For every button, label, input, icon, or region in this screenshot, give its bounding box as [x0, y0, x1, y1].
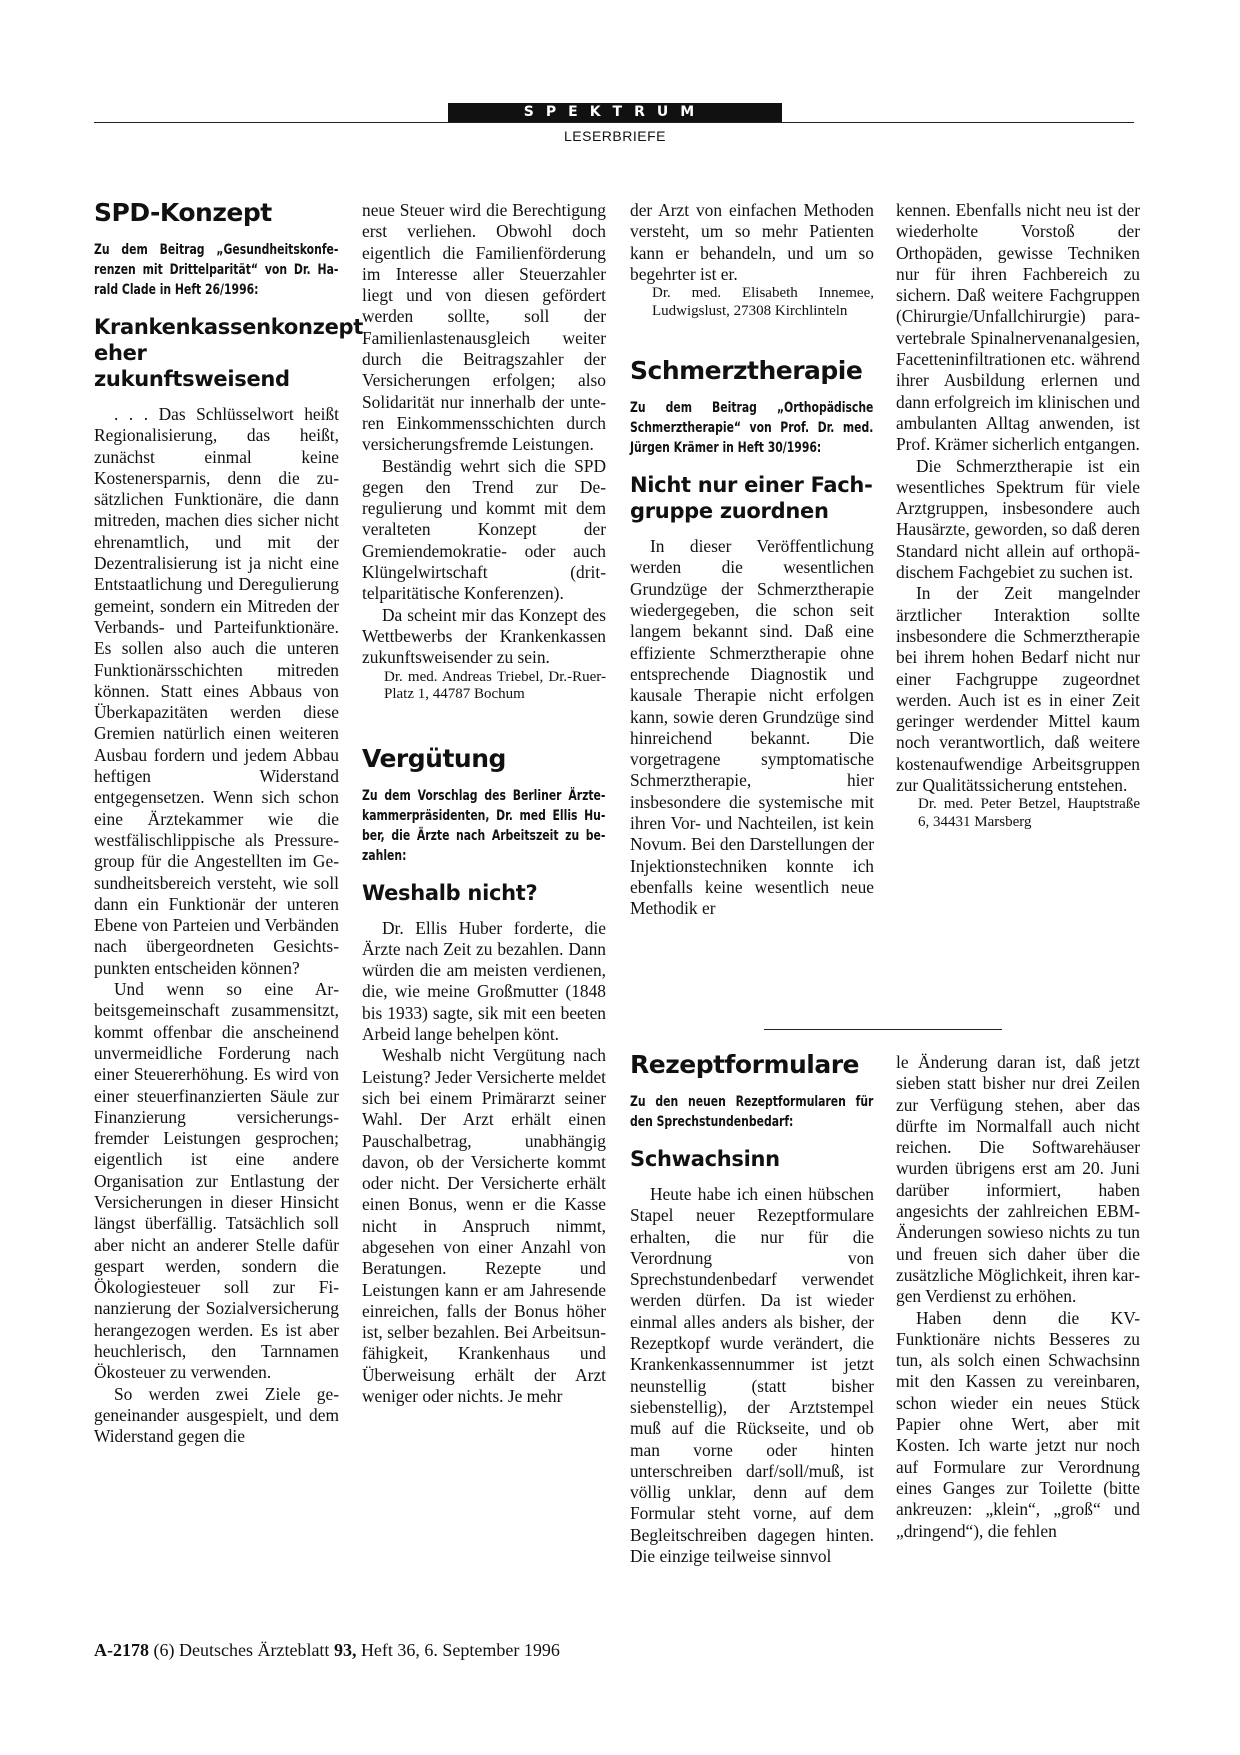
- header-rule: [94, 122, 1134, 123]
- article3-signature: Dr. med. Peter Betzel, Hauptstraße 6, 34431 Marsberg: [918, 796, 1140, 830]
- article2-topic: Vergütung: [362, 743, 506, 773]
- article1-signature: Dr. med. Andreas Triebel, Dr.-Ruer-Platz 1, 44787 Bochum: [384, 668, 606, 703]
- article1-paragraph: . . . Das Schlüsselwort heißt Regionalisierung, das heißt, zunächst einmal keine Kostenersparnis, denn die zusätzlichen Funktionäre, die dann mitreden, machen dies sicher nicht ehrenamtlich, und mit der Dezentralisierung ist ja nicht eine Entstaatlichung und Deregulierung gemeint, sondern ein Mitreden der Verbands- und Parteifunktionäre. Es sollen also auch die unteren Funktionärsschichten mitreden können. Statt eines Abbaus von Überkapazitäten werden diese Gremien natürlich einen weiteren Ausbau fordern und jedem Abbau heftigen Widerstand entgegensetzen. Wenn sich schon eine Ärztekammer wie die westfälischlippische als Pressure-group für die Angestellten im Gesundheitsbereich versteht, wie soll dann ein Funktionär der unteren Ebene von Parteien und Verbänden nach übergeordneten Gesichtspunkten entscheiden können?: [94, 404, 339, 978]
- journal-volume: 93,: [333, 1640, 357, 1660]
- article3-paragraph: In dieser Veröffentlichung werden die wesentlichen Grundzüge der Schmerztherapie wiedergegeben, die schon seit langem bekannt sind. Daß eine effiziente Schmerztherapie ohne entsprechende Diagnostik und kausale Therapie nicht erfolgen kann, sowie deren Grundzüge sind hinreichend bekannt. Die vorgetragene symptomatische Schmerztherapie, hier insbesondere die systemische mit ihren Vor- und Nachteilen, ist kein Novum. Bei den Darstellungen der Injektionstechniken konnte ich ebenfalls keine wesentlich neue Methodik er: [630, 536, 874, 919]
- column-3: [630, 200, 874, 920]
- issue-date: Heft 36, 6. September 1996: [360, 1640, 560, 1660]
- article1-paragraph: Da scheint mir das Konzept des Wettbewerbs der Krankenkassen zukunftsweisender zu sein.: [362, 604, 606, 668]
- article2-signature: Dr. med. Elisabeth Innemee, Ludwigslust, 27308 Kirchlinteln: [652, 285, 874, 319]
- article1-topic: SPD-Konzept: [94, 198, 272, 227]
- article1-paragraph: So werden zwei Ziele gegeneinander ausgespielt, und dem Widerstand gegen die: [94, 1383, 339, 1447]
- journal-name: (6) Deutsches Ärzteblatt: [153, 1640, 330, 1660]
- column-3-lower: [630, 1050, 874, 1567]
- article4-paragraph: Heute habe ich einen hübschen Stapel neuer Rezeptformulare erhalten, die nur für die Verordnung von Sprechstundenbedarf verwendet werden dürfen. Da ist wieder einmal alles anders als bisher, der Rezeptkopf wurde verändert, die Krankenkassennummer ist jetzt neunstellig (statt bisher siebenstellig), der Arztstempel muß auf die Rückseite, und ob man vorne oder hinten unterschreiben darf/soll/muß, ist völlig unklar, denn auf dem Formular steht vorne, auf dem Begleitschreiben dagegen hinten. Die einzige teilweise sinnvol: [630, 1184, 874, 1567]
- column-2: [362, 200, 606, 1407]
- article3-paragraph: kennen. Ebenfalls nicht neu ist der wiederholte Vorstoß der Orthopäden, gewisse Techniken nur für ihren Fachbereich zu sichern. Daß weitere Fachgruppen (Chirurgie/Unfallchirurgie) paravertebrale Spinalnervenanalgesien, Facetteninfiltrationen etc. während ihrer Ausbildung erlernen und dann erfolgreich im klinischen und ambulanten Alltag anwenden, ist Prof. Krämer sicherlich entgangen.: [896, 200, 1140, 455]
- article2-paragraph: der Arzt von einfachen Methoden versteht, um so mehr Patienten kann er behandeln, und um so begehrter ist er.: [630, 200, 874, 284]
- article1-paragraph: Und wenn so eine Arbeitsgemeinschaft zusammensitzt, kommt offenbar die anscheinend unvermeidliche Forderung nach einer Steuererhöhung. Es wird von einer steuerfinanzierten Säule zur Finanzierung versicherungsfremder Leistungen gesprochen; eigentlich ist eine andere Organisation zur Entlastung der Versicherungen in dieser Hinsicht längst überfällig. Tatsächlich soll aber nicht an anderer Stelle dafür gespart werden, sondern die Ökologiesteuer soll zur Finanzierung der Sozialversicherung herangezogen werden. Es ist aber heuchlerisch, den Tarnnamen Ökosteuer zu verwenden.: [94, 979, 339, 1383]
- article3-headline: Nicht nur einer Fachgruppe zuordnen: [630, 473, 873, 524]
- article2-headline: Weshalb nicht?: [362, 880, 538, 905]
- article1-reference: Zu dem Beitrag „Gesundheitskonferenzen mit Drittelparität“ von Dr. Harald Clade in Heft 26/1996:: [94, 242, 339, 298]
- article3-topic: Schmerztherapie: [630, 356, 863, 386]
- article2-paragraph: Weshalb nicht Vergütung nach Leistung? Jeder Versicherte meldet sich bei einem Primärarzt seiner Wahl. Der Arzt erhält einen Pauschalbetrag, unabhängig davon, ob der Versicherte kommt oder nicht. Der Versicherte erhält einen Bonus, wenn er die Kasse nicht in Anspruch nimmt, abgesehen von einer Anzahl von Beratungen. Rezepte und Leistungen kann er am Jahresende einreichen, falls der Bonus höher ist, selber bezahlen. Bei Arbeitsunfähigkeit, Krankenhaus und Überweisung erhält der Arzt weniger oder nichts. Je mehr: [362, 1045, 606, 1407]
- column-4-lower: [896, 1052, 1140, 1542]
- article3-reference: Zu dem Beitrag „Orthopädische Schmerztherapie“ von Prof. Dr. med. Jürgen Krämer in Heft 30/1996:: [630, 400, 874, 457]
- article3-paragraph: In der Zeit mangelnder ärztlicher Interaktion sollte insbesondere die Schmerztherapie bei ihrem hohen Bedarf nicht nur einer Fachgruppe zugeordnet werden. Auch ist es in einer Zeit geringer werdender Mittel kaum noch verantwortlich, daß weitere kostenaufwendige Arbeitsgruppen zur Qualitätssicherung entstehen.: [896, 583, 1140, 796]
- article3-paragraph: Die Schmerztherapie ist ein wesentliches Spektrum für viele Arztgruppen, insbesondere auch Hausärzte, geworden, so daß deren Standard nicht allein auf orthopädischem Fachgebiet zu suchen ist.: [896, 455, 1140, 583]
- article1-paragraph: Beständig wehrt sich die SPD gegen den Trend zur Deregulierung und kommt mit dem veralteten Konzept der Gremiendemokratie- oder auch Klüngelwirtschaft (drittelparitätische Konferenzen).: [362, 455, 606, 604]
- article4-paragraph: Haben denn die KV-Funktionäre nichts Besseres zu tun, als solch einen Schwachsinn mit den Kassen zu vereinbaren, schon wieder ein neues Stück Papier ohne Wert, aber mit Kosten. Ich warte jetzt nur noch auf Formulare zur Verordnung eines Ganges zur Toilette (bitte ankreuzen: „klein“, „groß“ und „dringend“), die fehlen: [896, 1307, 1140, 1541]
- page-number: A-2178: [94, 1640, 149, 1660]
- page-footer: [94, 1640, 560, 1661]
- article4-topic: Rezeptformulare: [630, 1050, 860, 1079]
- article1-headline: Krankenkassenkonzept eher zukunftsweisend: [94, 315, 363, 391]
- column-4: [896, 200, 1140, 831]
- article4-paragraph: le Änderung daran ist, daß jetzt sieben statt bisher nur drei Zeilen zur Verfügung stehen, aber das dürfte im Normalfall auch nicht reichen. Die Softwarehäuser wurden übrigens erst am 20. Juni darüber informiert, haben angesichts der zahlreichen EBM-Änderungen sowieso nichts zu tun und freuen sich daher über die zusätzliche Möglichkeit, ihren kargen Verdienst zu erhöhen.: [896, 1052, 1140, 1307]
- section-subtitle: LESERBRIEFE: [564, 128, 666, 144]
- article1-paragraph: neue Steuer wird die Berechtigung erst verliehen. Obwohl doch eigentlich die Familienförderung im Interesse aller Steuerzahler liegt und von diesen gefördert werden sollte, soll der Familienlastenausgleich weiter durch die Beitragszahler der Versicherungen erfolgen; also Solidarität nur innerhalb der unteren Einkommensschichten durch versicherungsfremde Leistungen.: [362, 200, 606, 455]
- article4-headline: Schwachsinn: [630, 1147, 780, 1171]
- article2-reference: Zu dem Vorschlag des Berliner Ärztekammerpräsidenten, Dr. med Ellis Huber, die Ärzte nach Arbeitszeit zu bezahlen:: [362, 787, 606, 864]
- section-banner: SPEKTRUM: [448, 103, 782, 122]
- article-divider: [764, 1029, 1002, 1030]
- column-1: [94, 198, 363, 1448]
- article4-reference: Zu den neuen Rezeptformularen für den Sprechstundenbedarf:: [630, 1094, 874, 1130]
- article2-paragraph: Dr. Ellis Huber forderte, die Ärzte nach Zeit zu bezahlen. Dann würden die am meisten verdienen, die, wie meine Großmutter (1848 bis 1933) sagte, sik mit een beeten Arbeid lange behelpen könt.: [362, 917, 606, 1045]
